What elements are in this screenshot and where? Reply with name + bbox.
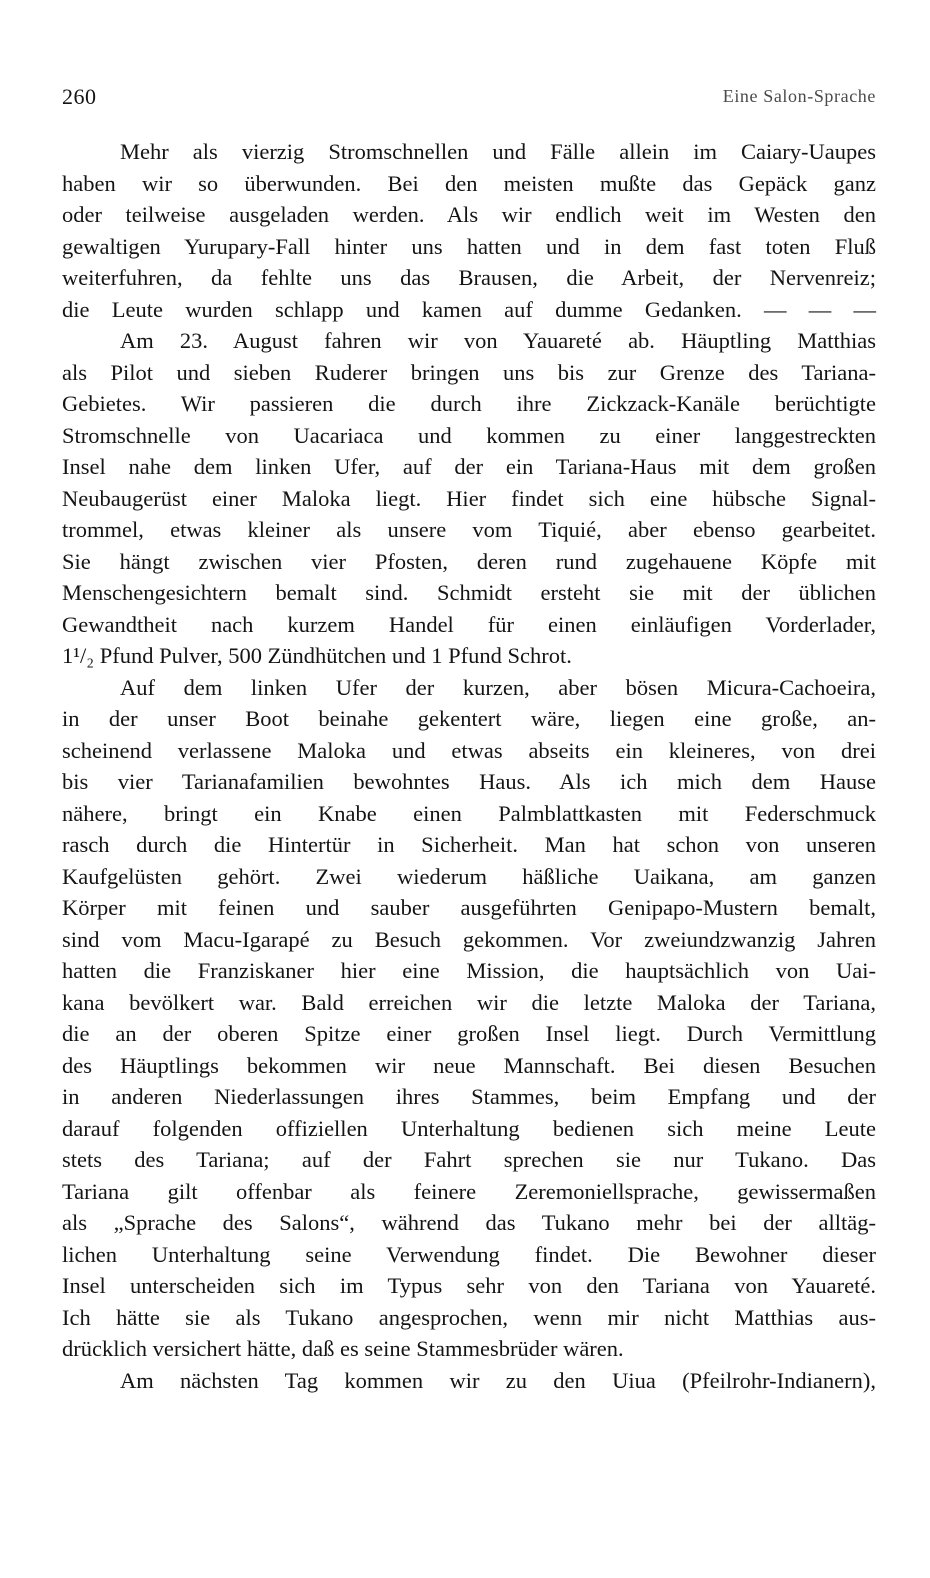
text-line: in anderen Niederlassungen ihres Stammes, beim Empfang und der [62, 1084, 876, 1109]
text-line: des Häuptlings bekommen wir neue Mannschaft. Bei diesen Besuchen [62, 1052, 876, 1078]
text-line: lichen Unterhaltung seine Verwendung findet. Die Bewohner dieser [62, 1241, 876, 1267]
text-line: Am 23. August fahren wir von Yauareté ab. Häuptling Matthias [120, 328, 876, 353]
text-line: stets des Tariana; auf der Fahrt sprechen sie nur Tukano. Das [62, 1147, 876, 1172]
page-header [62, 84, 876, 114]
body-text [62, 136, 876, 1396]
text-line: Sie hängt zwischen vier Pfosten, deren rund zugehauene Köpfe mit [62, 548, 876, 574]
text-line: bis vier Tarianafamilien bewohntes Haus. Als ich mich dem Hause [62, 769, 876, 794]
text-line: die an der oberen Spitze einer großen Insel liegt. Durch Vermittlung [62, 1021, 876, 1046]
text-line: Neubaugerüst einer Maloka liegt. Hier findet sich eine hübsche Signal- [62, 485, 876, 511]
text-line: weiterfuhren, da fehlte uns das Brausen, die Arbeit, der Nervenreiz; [62, 265, 876, 290]
text-line: scheinend verlassene Maloka und etwas abseits ein kleineres, von drei [62, 737, 876, 763]
text-line: darauf folgenden offiziellen Unterhaltung bedienen sich meine Leute [62, 1115, 876, 1141]
page-number: 260 [62, 84, 97, 109]
text-line: Mehr als vierzig Stromschnellen und Fälle allein im Caiary-Uaupes [120, 139, 876, 164]
text-line: Menschengesichtern bemalt sind. Schmidt ersteht sie mit der üblichen [62, 580, 876, 605]
text-line: Gebietes. Wir passieren die durch ihre Zickzack-Kanäle berüchtigte [62, 391, 876, 416]
text-line: rasch durch die Hintertür in Sicherheit. Man hat schon von unseren [62, 832, 876, 857]
text-line: als „Sprache des Salons“, während das Tukano mehr bei der alltäg- [62, 1210, 876, 1235]
text-line: Körper mit feinen und sauber ausgeführten Genipapo-Mustern bemalt, [62, 895, 876, 920]
text-line: haben wir so überwunden. Bei den meisten mußte das Gepäck ganz [62, 170, 876, 196]
text-line: trommel, etwas kleiner als unsere vom Tiquié, aber ebenso gearbeitet. [62, 517, 876, 542]
text-line: drücklich versichert hätte, daß es seine Stammesbrüder wären. [62, 1336, 624, 1361]
text-line: gewaltigen Yurupary-Fall hinter uns hatten und in dem fast toten Fluß [62, 233, 876, 259]
text-line: sind vom Macu-Igarapé zu Besuch gekommen. Vor zweiundzwanzig Jahren [62, 926, 876, 952]
text-line: Tariana gilt offenbar als feinere Zeremoniellsprache, gewissermaßen [62, 1178, 876, 1204]
text-line: Auf dem linken Ufer der kurzen, aber bösen Micura-Cachoeira, [120, 674, 876, 700]
text-line: hatten die Franziskaner hier eine Mission, die hauptsächlich von Uai- [62, 958, 876, 983]
text-line: Insel nahe dem linken Ufer, auf der ein Tariana-Haus mit dem großen [62, 454, 876, 479]
text-line: Gewandtheit nach kurzem Handel für einen einläufigen Vorderlader, [62, 611, 876, 637]
running-head: Eine Salon-Sprache [722, 86, 876, 106]
text-line: Insel unterscheiden sich im Typus sehr von den Tariana von Yauareté. [62, 1273, 876, 1298]
text-line: oder teilweise ausgeladen werden. Als wir endlich weit im Westen den [62, 202, 876, 227]
text-line: nähere, bringt ein Knabe einen Palmblattkasten mit Federschmuck [62, 800, 876, 826]
text-line: 1¹/₂ Pfund Pulver, 500 Zündhütchen und 1 Pfund Schrot. [62, 643, 572, 668]
text-line: Kaufgelüsten gehört. Zwei wiederum häßliche Uaikana, am ganzen [62, 863, 876, 889]
text-line: die Leute wurden schlapp und kamen auf dumme Gedanken. — — — [62, 296, 876, 322]
text-line: Stromschnelle von Uacariaca und kommen zu einer langgestreckten [62, 422, 876, 448]
text-line: Ich hätte sie als Tukano angesprochen, wenn mir nicht Matthias aus- [62, 1304, 876, 1330]
text-line: Am nächsten Tag kommen wir zu den Uiua (Pfeilrohr-Indianern), [120, 1367, 876, 1393]
text-line: als Pilot und sieben Ruderer bringen uns bis zur Grenze des Tariana- [62, 359, 876, 385]
text-line: in der unser Boot beinahe gekentert wäre, liegen eine große, an- [62, 706, 876, 731]
text-line: kana bevölkert war. Bald erreichen wir die letzte Maloka der Tariana, [62, 989, 876, 1015]
